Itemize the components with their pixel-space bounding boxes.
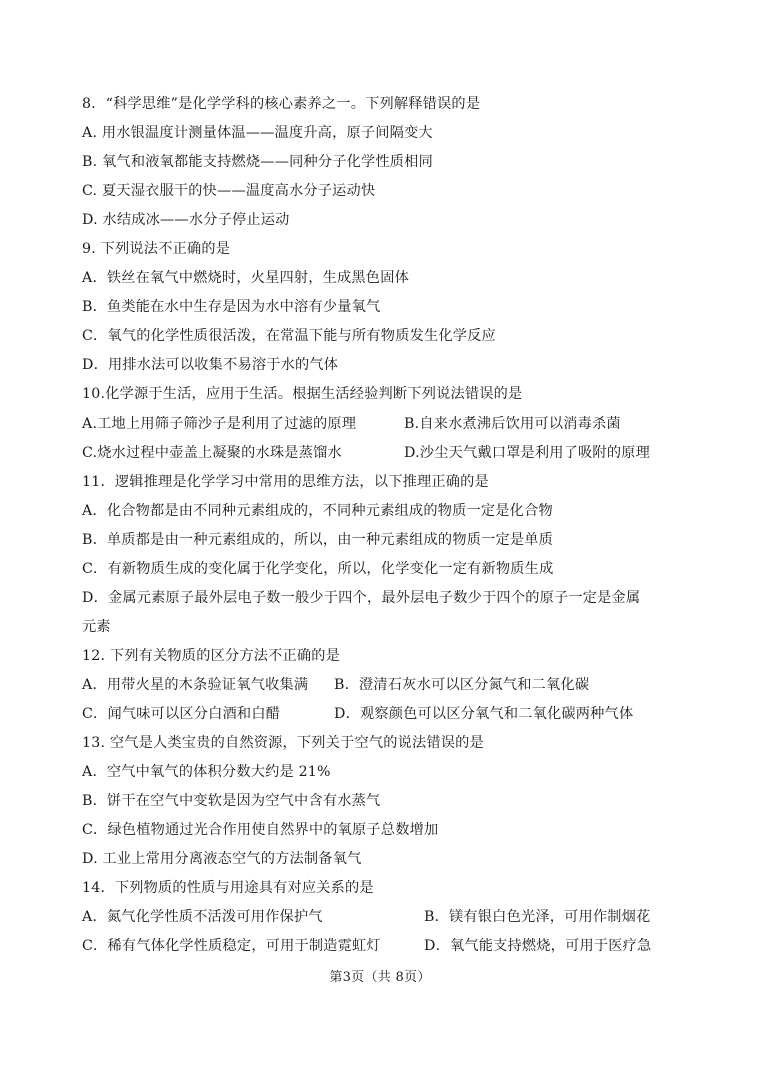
option-a: A.工地上用筛子筛沙子是利用了过滤的原理 (82, 415, 357, 432)
option-d: D．用排水法可以收集不易溶于水的气体 (82, 357, 339, 374)
question-stem: 8．“科学思维”是化学学科的核心素养之一。下列解释错误的是 (82, 96, 481, 112)
option-b: B．鱼类能在水中生存是因为水中溶有少量氧气 (82, 299, 381, 316)
option-d: D.沙尘天气戴口罩是利用了吸附的原理 (404, 444, 650, 461)
question-11 (82, 468, 682, 642)
page-footer: 第3页（共 8页） (329, 970, 431, 985)
question-list (82, 90, 682, 961)
option-b: B．澄清石灰水可以区分氮气和二氧化碳 (334, 676, 590, 693)
option-a: A．空气中氧气的体积分数大约是 21% (82, 764, 331, 781)
question-13 (82, 729, 682, 874)
option-a: A．化合物都是由不同种元素组成的，不同种元素组成的物质一定是化合物 (82, 502, 553, 519)
option-b: B.自来水煮沸后饮用可以消毒杀菌 (404, 415, 621, 432)
option-a: A．氮气化学性质不活泼可用作保护气 (82, 909, 323, 926)
option-b: B．镁有银白色光泽，可用作制烟花 (424, 909, 651, 926)
option-d: D. 工业上常用分离液态空气的方法制备氧气 (82, 851, 362, 868)
option-b: B．饼干在空气中变软是因为空气中含有水蒸气 (82, 793, 381, 810)
option-d-continued: 元素 (82, 618, 111, 635)
question-stem: 12. 下列有关物质的区分方法不正确的是 (82, 647, 341, 664)
question-10 (82, 380, 682, 467)
option-d: D．观察颜色可以区分氧气和二氧化碳两种气体 (334, 705, 634, 722)
question-stem: 10.化学源于生活，应用于生活。根据生活经验判断下列说法错误的是 (82, 386, 523, 403)
option-d: D．金属元素原子最外层电子数一般少于四个，最外层电子数少于四个的原子一定是金属 (82, 589, 641, 606)
question-stem: 9. 下列说法不正确的是 (82, 241, 231, 258)
question-8 (82, 90, 682, 235)
question-stem: 14．下列物质的性质与用途具有对应关系的是 (82, 880, 374, 897)
option-row (82, 439, 682, 468)
option-row (82, 932, 682, 961)
option-c: C．氧气的化学性质很活泼，在常温下能与所有物质发生化学反应 (82, 328, 496, 345)
option-b: B．单质都是由一种元素组成的，所以，由一种元素组成的物质一定是单质 (82, 531, 554, 548)
option-row (82, 700, 682, 729)
option-c: C. 夏天湿衣服干的快——温度高水分子运动快 (82, 183, 376, 200)
option-c: C.烧水过程中壶盖上凝聚的水珠是蒸馏水 (82, 444, 342, 461)
option-row (82, 903, 682, 932)
question-9 (82, 235, 682, 380)
option-row (82, 410, 682, 439)
option-c: C．有新物质生成的变化属于化学变化，所以，化学变化一定有新物质生成 (82, 560, 554, 577)
question-12 (82, 642, 682, 729)
option-c: C．闻气味可以区分白酒和白醋 (82, 705, 281, 722)
question-stem: 11．逻辑推理是化学学习中常用的思维方法，以下推理正确的是 (82, 473, 489, 490)
option-c: C．稀有气体化学性质稳定，可用于制造霓虹灯 (82, 938, 381, 955)
option-c: C．绿色植物通过光合作用使自然界中的氧原子总数增加 (82, 822, 439, 839)
question-stem: 13. 空气是人类宝贵的自然资源，下列关于空气的说法错误的是 (82, 735, 484, 752)
option-d: D．氧气能支持燃烧，可用于医疗急 (424, 938, 652, 955)
option-d: D. 水结成冰——水分子停止运动 (82, 212, 290, 229)
option-b: B. 氧气和液氧都能支持燃烧——同种分子化学性质相同 (82, 154, 433, 171)
question-14 (82, 874, 682, 961)
option-a: A. 用水银温度计测量体温——温度升高，原子间隔变大 (82, 125, 433, 142)
option-a: A．用带火星的木条验证氧气收集满 (82, 676, 309, 693)
option-row (82, 671, 682, 700)
option-a: A．铁丝在氧气中燃烧时，火星四射，生成黑色固体 (82, 270, 409, 287)
